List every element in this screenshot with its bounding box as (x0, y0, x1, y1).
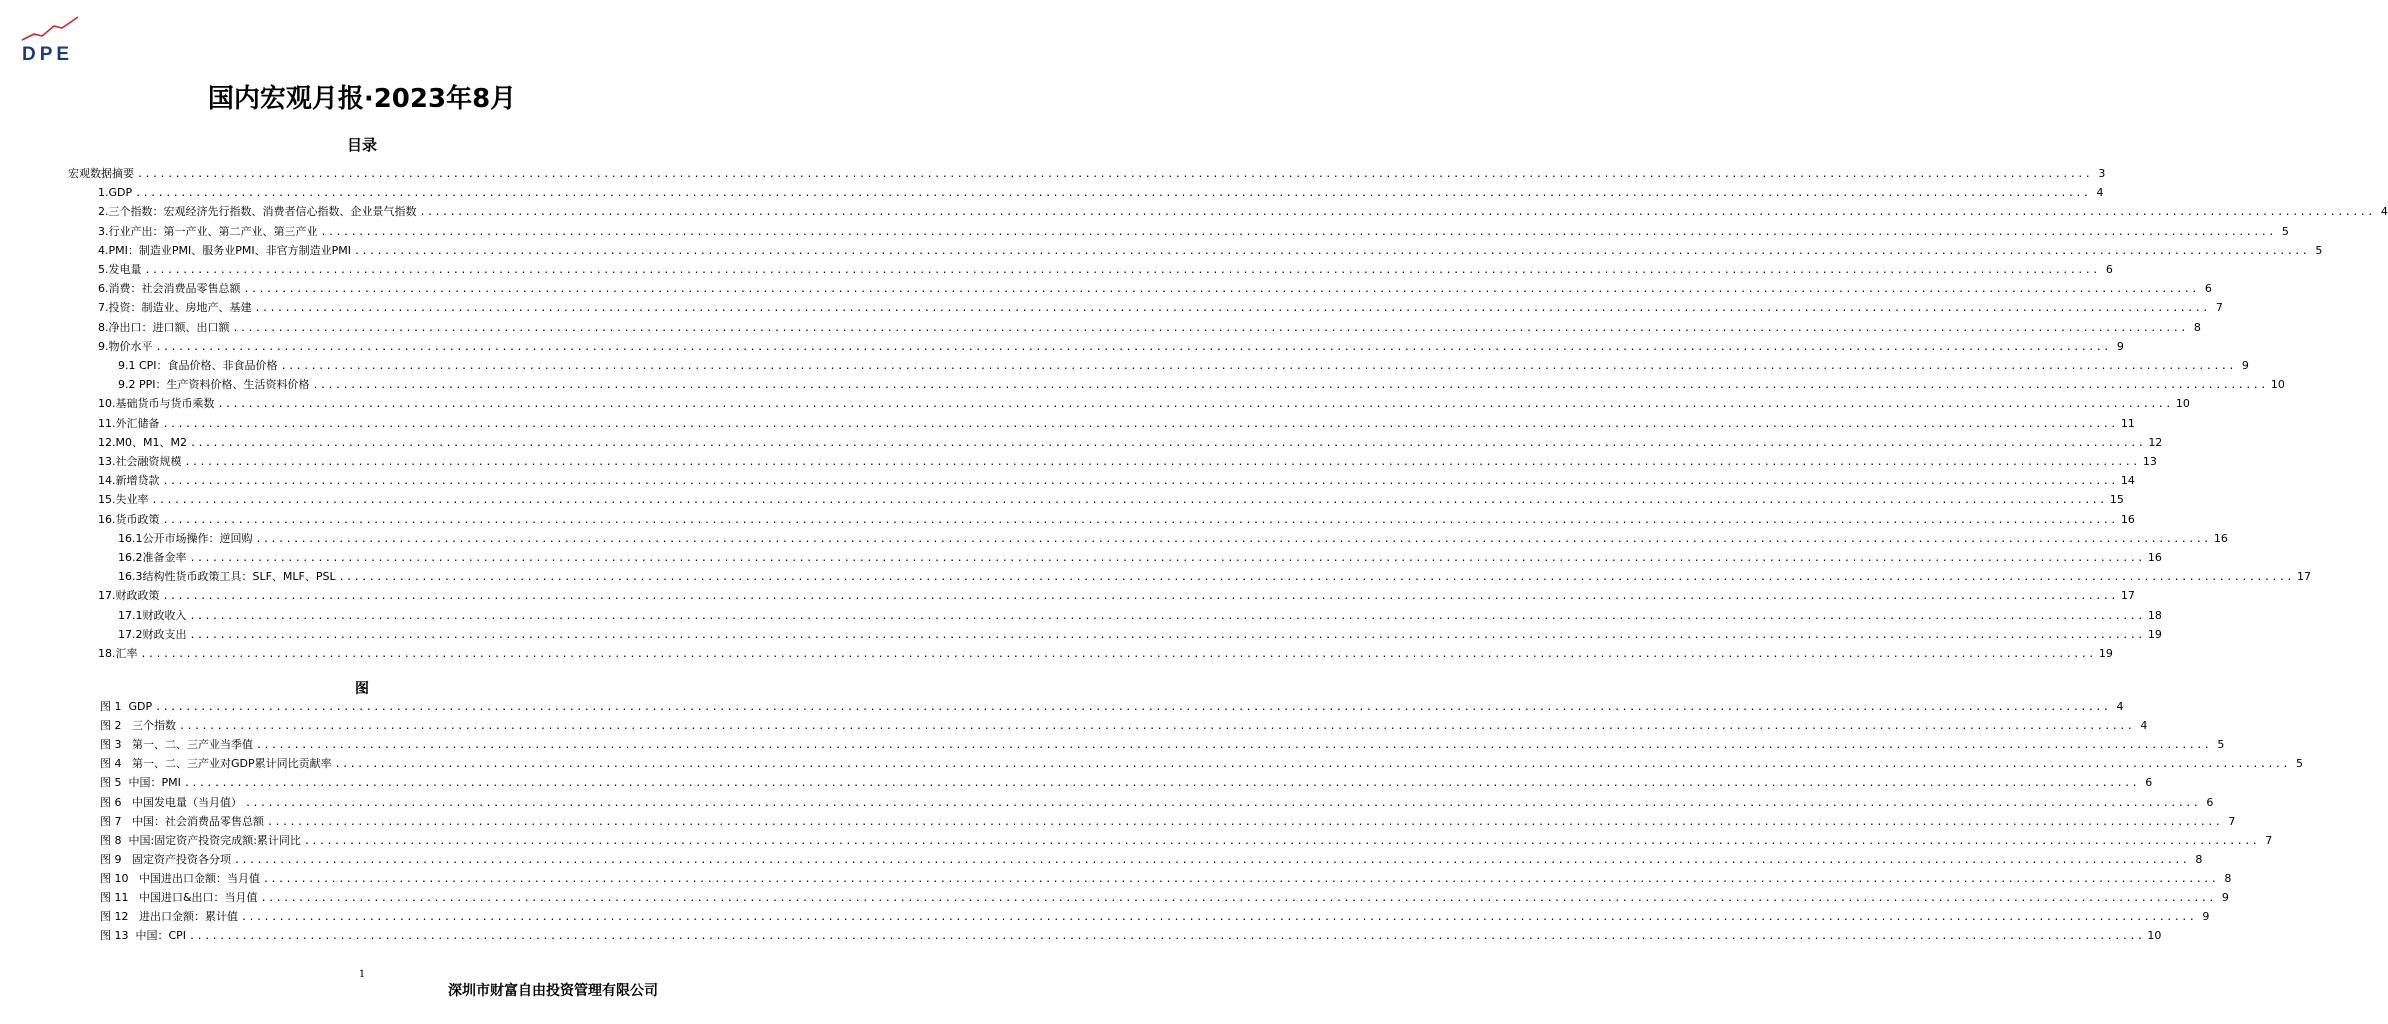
toc-entry-label: 12.M0、M1、M2 (98, 435, 187, 449)
toc-entry-page: 10 (2270, 378, 2285, 392)
toc-entry-page: 11 (2120, 416, 2135, 430)
figure-entry[interactable] (100, 926, 2162, 945)
dot-leader: .................................................................................................................................................................................................................................................................... (262, 873, 2219, 885)
dot-leader: .................................................................................................................................................................................................................................................................... (244, 797, 2201, 809)
toc-entry-page: 5 (2315, 243, 2323, 257)
toc-entry[interactable] (98, 586, 2135, 605)
figure-entry-page: 8 (2195, 852, 2203, 866)
dot-leader: .................................................................................................................................................................................................................................................................... (233, 854, 2190, 866)
figure-entry-label: 图 2 三个指数 (100, 719, 176, 733)
toc-entry-label: 18.汇率 (98, 647, 138, 660)
figure-entry[interactable] (100, 869, 2232, 888)
toc-entry[interactable] (98, 471, 2135, 490)
dot-leader: .................................................................................................................................................................................................................................................................... (189, 629, 2145, 641)
company-name: 深圳市财富自由投资管理有限公司 (448, 983, 658, 999)
figure-entry[interactable] (100, 888, 2229, 907)
figure-entry[interactable] (100, 812, 2236, 831)
toc-entry-page: 18 (2147, 608, 2162, 622)
logo-text: DPE (22, 44, 74, 65)
figure-entry[interactable] (100, 735, 2225, 754)
figure-entry[interactable] (100, 754, 2303, 773)
toc-entry-page: 15 (2109, 493, 2124, 507)
toc-entry-label: 7.投资：制造业、房地产、基建 (98, 301, 252, 315)
toc-entry[interactable] (98, 644, 2113, 663)
figure-entry-label: 图 1 GDP (100, 700, 153, 713)
dot-leader: .................................................................................................................................................................................................................................................................... (280, 361, 2236, 372)
figure-entry-label: 图 13 中国：CPI (100, 929, 187, 943)
toc-entry-page: 12 (2148, 435, 2163, 449)
figure-entry-page: 8 (2224, 871, 2232, 885)
toc-entry-label: 17.财政政策 (98, 589, 160, 603)
toc-entry[interactable] (98, 433, 2163, 452)
toc-entry-label: 17.2财政支出 (118, 627, 187, 641)
dot-leader: .................................................................................................................................................................................................................................................................... (155, 702, 2111, 713)
dot-leader: .................................................................................................................................................................................................................................................................... (334, 759, 2290, 771)
toc-entry-page: 9 (2116, 339, 2124, 353)
toc-entry[interactable] (68, 164, 2106, 183)
figure-entry-label: 图 7 中国：社会消费品零售总额 (100, 814, 264, 828)
toc-entry-page: 17 (2296, 570, 2311, 584)
dot-leader: .................................................................................................................................................................................................................................................................... (217, 399, 2173, 411)
dot-leader: .................................................................................................................................................................................................................................................................... (135, 188, 2091, 200)
toc-entry-page: 14 (2120, 474, 2135, 488)
figure-entry-label: 图 8 中国:固定资产投资完成额:累计同比 (100, 833, 301, 847)
figure-entry-label: 图 10 中国进出口金额：当月值 (100, 871, 260, 885)
dot-leader: .................................................................................................................................................................................................................................................................... (240, 912, 2197, 924)
figure-entry[interactable] (100, 716, 2148, 735)
figure-entry-page: 10 (2147, 929, 2162, 943)
figure-entry-page: 6 (2145, 776, 2153, 790)
toc-entry[interactable] (98, 202, 2388, 221)
dot-leader: .................................................................................................................................................................................................................................................................... (162, 476, 2118, 488)
toc-entry-label: 16.货币政策 (98, 512, 160, 526)
toc-entry-page: 7 (2215, 301, 2223, 315)
dot-leader: .................................................................................................................................................................................................................................................................... (179, 721, 2135, 733)
toc-entry[interactable] (118, 356, 2249, 375)
figure-entry-label: 图 5 中国：PMI (100, 776, 181, 790)
toc-entry-page: 3 (2098, 167, 2106, 180)
toc-entry-page: 9 (2241, 359, 2249, 372)
dot-leader: .................................................................................................................................................................................................................................................................... (338, 572, 2294, 584)
toc-entry[interactable] (98, 183, 2104, 202)
toc-entry-label: 11.外汇储备 (98, 416, 160, 430)
figure-entry[interactable] (100, 907, 2210, 926)
figure-entry-page: 9 (2202, 910, 2210, 924)
toc-entry-label: 15.失业率 (98, 493, 149, 507)
figure-entry[interactable] (100, 697, 2124, 716)
dot-leader: .................................................................................................................................................................................................................................................................... (137, 169, 2093, 180)
toc-entry-label: 9.1 CPI：食品价格、非食品价格 (118, 359, 278, 372)
toc-entry-label: 14.新增贷款 (98, 474, 160, 488)
dot-leader: .................................................................................................................................................................................................................................................................... (232, 322, 2188, 334)
toc-heading: 目录 (346, 136, 377, 154)
toc-entry[interactable] (118, 567, 2311, 586)
figure-entry-label: 图 9 固定资产投资各分项 (100, 852, 231, 866)
toc-entry-label: 3.行业产出：第一产业、第二产业、第三产业 (98, 224, 318, 238)
dot-leader: .................................................................................................................................................................................................................................................................... (189, 437, 2146, 449)
toc-entry[interactable] (98, 298, 2223, 317)
dot-leader: .................................................................................................................................................................................................................................................................... (255, 533, 2211, 545)
dot-leader: .................................................................................................................................................................................................................................................................... (140, 649, 2096, 660)
toc-entry-label: 1.GDP (98, 186, 133, 200)
toc-entry-label: 8.净出口：进口额、出口额 (98, 320, 230, 334)
dot-leader: .................................................................................................................................................................................................................................................................... (162, 591, 2118, 603)
dot-leader: .................................................................................................................................................................................................................................................................... (353, 245, 2310, 257)
toc-entry-label: 16.2准备金率 (118, 551, 187, 564)
dot-leader: .................................................................................................................................................................................................................................................................... (312, 380, 2268, 392)
figure-entry-label: 图 12 进出口金额：累计值 (100, 910, 238, 924)
toc-entry[interactable] (118, 625, 2162, 644)
figure-entry-page: 4 (2116, 700, 2124, 713)
toc-entry-label: 9.2 PPI：生产资料价格、生活资料价格 (118, 378, 310, 392)
figures-heading: 图 (355, 681, 369, 697)
toc-entry-label: 宏观数据摘要 (68, 167, 134, 180)
dot-leader: .................................................................................................................................................................................................................................................................... (184, 457, 2140, 468)
dot-leader: .................................................................................................................................................................................................................................................................... (162, 418, 2118, 430)
toc-entry-page: 17 (2120, 589, 2135, 603)
toc-entry[interactable] (98, 318, 2201, 337)
toc-entry[interactable] (98, 260, 2113, 279)
figure-entry[interactable] (100, 831, 2273, 850)
toc-entry-page: 16 (2147, 551, 2162, 564)
toc-entry[interactable] (98, 279, 2212, 298)
figure-entry-page: 7 (2228, 814, 2236, 828)
toc-entry-page: 5 (2281, 224, 2289, 238)
dot-leader: .................................................................................................................................................................................................................................................................... (155, 341, 2111, 353)
toc-entry-label: 9.物价水平 (98, 339, 153, 353)
toc-entry-page: 19 (2098, 647, 2113, 660)
toc-entry[interactable] (98, 510, 2135, 529)
toc-entry[interactable] (118, 375, 2285, 394)
toc-entry[interactable] (98, 337, 2124, 356)
dot-leader: .................................................................................................................................................................................................................................................................... (320, 226, 2276, 238)
dot-leader: .................................................................................................................................................................................................................................................................... (189, 931, 2145, 943)
dot-leader: .................................................................................................................................................................................................................................................................... (151, 495, 2107, 507)
toc-entry-page: 13 (2142, 455, 2157, 468)
figure-entry-page: 5 (2217, 738, 2225, 752)
toc-entry-page: 16 (2120, 512, 2135, 526)
toc-entry-page: 6 (2204, 282, 2212, 296)
toc-entry[interactable] (98, 414, 2135, 433)
figure-entry[interactable] (100, 793, 2214, 812)
report-title: 国内宏观月报·2023年8月 (207, 84, 517, 114)
figure-entry-page: 7 (2265, 833, 2273, 847)
toc-entry-label: 13.社会融资规模 (98, 455, 182, 468)
toc-entry[interactable] (98, 222, 2289, 241)
dpe-logo (20, 14, 82, 64)
toc-entry-page: 8 (2193, 320, 2201, 334)
toc-entry-label: 6.消费：社会消费品零售总额 (98, 282, 241, 296)
dot-leader: .................................................................................................................................................................................................................................................................... (189, 553, 2145, 564)
toc-entry-page: 6 (2105, 263, 2113, 276)
dot-leader: .................................................................................................................................................................................................................................................................... (189, 610, 2145, 622)
dot-leader: .................................................................................................................................................................................................................................................................... (266, 816, 2223, 828)
toc-entry-label: 16.1公开市场操作：逆回购 (118, 531, 253, 545)
toc-entry-label: 10.基础货币与货币乘数 (98, 397, 215, 411)
dot-leader: .................................................................................................................................................................................................................................................................... (183, 778, 2140, 790)
figure-entry-label: 图 4 第一、二、三产业对GDP累计同比贡献率 (100, 757, 332, 771)
page-number: 1 (358, 969, 366, 980)
figure-entry-page: 4 (2140, 719, 2148, 733)
figure-entry[interactable] (100, 850, 2203, 869)
dot-leader: .................................................................................................................................................................................................................................................................... (255, 740, 2212, 752)
toc-entry-label: 4.PMI：制造业PMI、服务业PMI、非官方制造业PMI (98, 243, 351, 257)
toc-entry[interactable] (118, 548, 2162, 567)
figure-entry-label: 图 11 中国进口&出口：当月值 (100, 891, 258, 904)
toc-entry-label: 16.3结构性货币政策工具：SLF、MLF、PSL (118, 570, 336, 584)
figure-entry-page: 5 (2295, 757, 2303, 771)
toc-entry-page: 10 (2175, 397, 2190, 411)
dot-leader: .................................................................................................................................................................................................................................................................... (260, 893, 2216, 904)
toc-entry[interactable] (98, 394, 2190, 413)
toc-entry[interactable] (118, 606, 2162, 625)
toc-entry-label: 5.发电量 (98, 263, 142, 276)
toc-entry-page: 19 (2147, 627, 2162, 641)
figure-entry-label: 图 3 第一、二、三产业当季值 (100, 738, 253, 752)
figure-entry[interactable] (100, 773, 2153, 792)
dot-leader: .................................................................................................................................................................................................................................................................... (303, 835, 2260, 847)
toc-entry-page: 16 (2213, 531, 2228, 545)
dot-leader: .................................................................................................................................................................................................................................................................... (254, 303, 2210, 315)
figure-entry-page: 6 (2206, 795, 2214, 809)
toc-entry-label: 17.1财政收入 (118, 608, 187, 622)
toc-entry[interactable] (98, 452, 2157, 471)
dot-leader: .................................................................................................................................................................................................................................................................... (419, 207, 2375, 219)
toc-entry-page: 4 (2380, 205, 2388, 219)
toc-entry-label: 2.三个指数：宏观经济先行指数、消费者信心指数、企业景气指数 (98, 205, 417, 219)
toc-entry-page: 4 (2096, 186, 2104, 200)
figure-entry-page: 9 (2221, 891, 2229, 904)
logo-trend-line-icon (20, 14, 82, 44)
toc-entry[interactable] (118, 529, 2228, 548)
dot-leader: .................................................................................................................................................................................................................................................................... (144, 265, 2100, 276)
figure-entry-label: 图 6 中国发电量（当月值） (100, 795, 242, 809)
toc-entry[interactable] (98, 241, 2323, 260)
toc-entry[interactable] (98, 490, 2124, 509)
dot-leader: .................................................................................................................................................................................................................................................................... (162, 514, 2118, 526)
dot-leader: .................................................................................................................................................................................................................................................................... (243, 284, 2199, 296)
